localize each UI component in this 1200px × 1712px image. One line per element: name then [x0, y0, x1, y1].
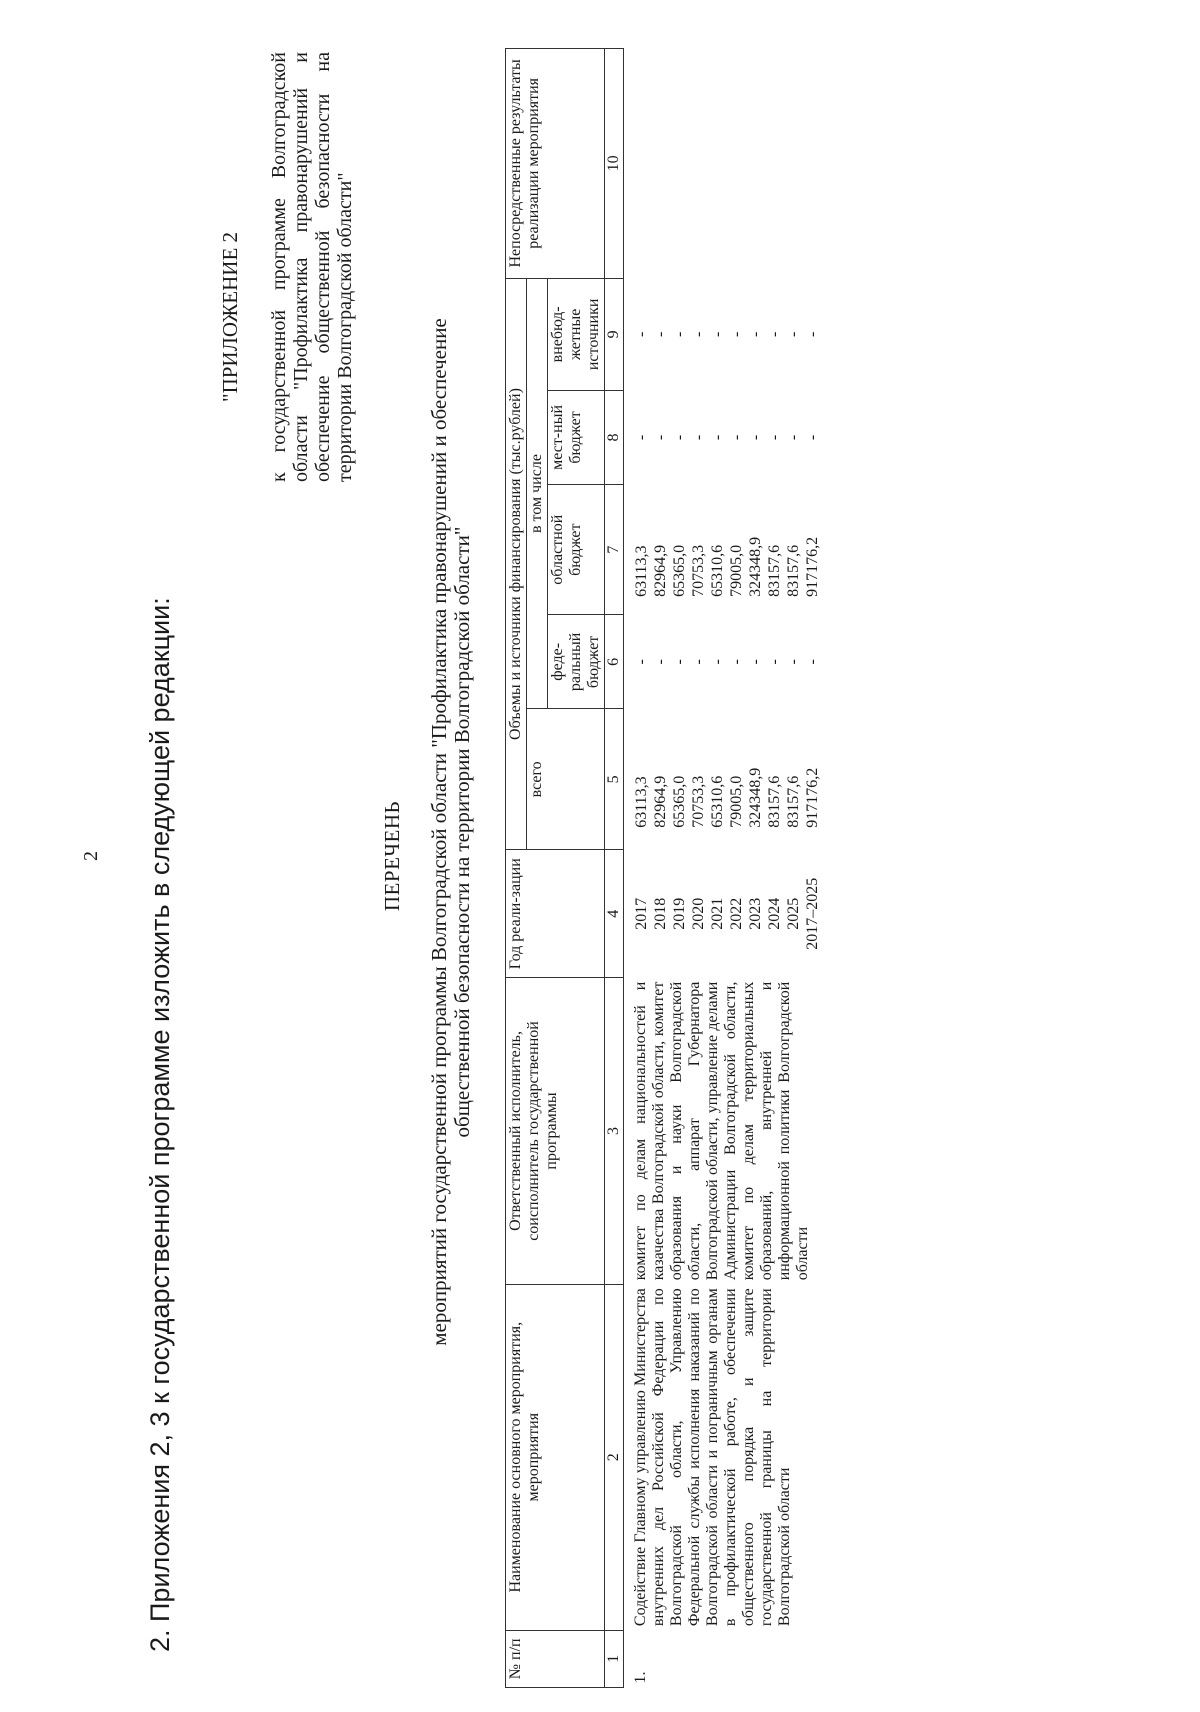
measure-executor: комитет по делам национальностей и казачества Волгоградской области, комитет образования и науки Волгоградской области, аппарат Губернатора Волгоградской области, управление делами Администрации Волгоградской области, комитет по делам территориальных образований, внутренней и информационной политики Волгоградской области	[632, 981, 811, 1281]
header-results: Непосредственные результаты реализации мероприятия	[506, 49, 605, 279]
year-value: 2022	[728, 897, 745, 930]
total-value: 65310,6	[709, 775, 726, 828]
year-value: 2019	[671, 897, 688, 930]
local-value: -	[690, 434, 707, 441]
local-value: -	[766, 434, 783, 441]
column-number: 5	[605, 709, 624, 850]
extra-value: -	[690, 331, 707, 338]
local-value: -	[747, 434, 764, 441]
local-cell	[624, 390, 824, 484]
row-number: 1.	[632, 1671, 649, 1684]
year-value: 2023	[747, 897, 764, 930]
column-number: 7	[605, 484, 624, 614]
federal-value: -	[652, 659, 669, 665]
regional-value: 63113,3	[633, 545, 650, 597]
total-value: 65365,0	[671, 775, 688, 828]
year-value: 2024	[766, 897, 783, 930]
column-number: 6	[605, 615, 624, 709]
total-value: 70753,3	[690, 775, 707, 828]
column-number: 8	[605, 390, 624, 484]
federal-value: -	[728, 659, 745, 665]
extra-value: -	[633, 331, 650, 338]
total-value: 79005,0	[728, 775, 745, 828]
total-value: 83157,6	[766, 775, 783, 828]
header-regional: областной бюджет	[548, 484, 605, 614]
header-financing: Объемы и источники финансирования (тыс.рублей)	[506, 278, 527, 850]
header-total: всего	[527, 709, 605, 850]
column-number-row	[605, 49, 624, 1688]
extra-value: -	[804, 331, 821, 338]
header-including: в том числе	[527, 278, 548, 709]
regional-value: 65365,0	[671, 544, 688, 597]
local-value: -	[785, 434, 802, 441]
regional-value: 82964,9	[652, 544, 669, 597]
regional-value: 83157,6	[766, 544, 783, 597]
page-number: 2	[80, 851, 102, 861]
total-value: 83157,6	[785, 775, 802, 828]
local-value: -	[671, 434, 688, 441]
list-subtitle: мероприятий государственной программы Волгоградской области "Профилактика правонарушений и обеспечение общественной безопасности на территории Волгоградской области"	[427, 318, 474, 1346]
federal-value: -	[785, 659, 802, 665]
measures-table-container	[505, 48, 823, 1688]
column-number: 4	[605, 850, 624, 978]
year-value: 2021	[709, 897, 726, 930]
years-cell	[624, 850, 824, 978]
header-executor: Ответственный исполнитель, соисполнитель государственной программы	[506, 978, 605, 1285]
year-value: 2018	[652, 897, 669, 930]
federal-value: -	[671, 659, 688, 665]
federal-cell	[624, 615, 824, 709]
federal-value: -	[804, 659, 821, 665]
year-value: 2017	[633, 897, 650, 930]
column-number: 2	[605, 1284, 624, 1630]
list-title: ПЕРЕЧЕНЬ	[380, 800, 404, 912]
header-num: № п/п	[506, 1630, 605, 1687]
federal-value: -	[633, 659, 650, 665]
column-number: 3	[605, 978, 624, 1285]
regional-cell	[624, 484, 824, 614]
total-value: 917176,2	[804, 767, 821, 828]
header-local: мест-ный бюджет	[548, 390, 605, 484]
local-value: -	[728, 434, 745, 441]
local-value: -	[804, 434, 821, 441]
regional-value: 70753,3	[690, 544, 707, 597]
local-value: -	[709, 434, 726, 441]
federal-value: -	[690, 659, 707, 665]
appendix-note: к государственной программе Волгоградской области "Профилактика правонарушений и обеспечение общественной безопасности на территории Волгоградской области"	[268, 52, 356, 482]
extra-value: -	[671, 331, 688, 338]
total-cell	[624, 709, 824, 850]
regional-value: 65310,6	[709, 544, 726, 597]
total-value: 63113,3	[633, 776, 650, 828]
extra-value: -	[766, 331, 783, 338]
measures-table	[505, 48, 823, 1688]
appendix-title: "ПРИЛОЖЕНИЕ 2	[218, 231, 242, 402]
header-federal: феде-ральный бюджет	[548, 615, 605, 709]
regional-value: 79005,0	[728, 544, 745, 597]
year-value: 2020	[690, 897, 707, 930]
column-number: 9	[605, 278, 624, 390]
extra-value: -	[709, 331, 726, 338]
local-value: -	[652, 434, 669, 441]
year-value: 2025	[785, 897, 802, 930]
measure-name: Содействие Главному управлению Министерства внутренних дел Российской Федерации по Волгоградской области, Управлению Федеральной службы исполнения наказаний по Волгоградской области и пограничным органам в профилактической работе, обеспечении общественного порядка и защите государственной границы на территории Волгоградской области	[632, 1288, 793, 1627]
total-value: 324348,9	[747, 767, 764, 828]
extra-value: -	[652, 331, 669, 338]
header-extra: внебюд-жетные источники	[548, 278, 605, 390]
header-name: Наименование основного мероприятия, мероприятия	[506, 1284, 605, 1630]
year-value: 2017–2025	[804, 877, 821, 950]
total-value: 82964,9	[652, 775, 669, 828]
federal-value: -	[747, 659, 764, 665]
regional-value: 917176,2	[804, 536, 821, 597]
column-number: 10	[605, 49, 624, 279]
extra-cell	[624, 278, 824, 390]
extra-value: -	[785, 331, 802, 338]
extra-value: -	[728, 331, 745, 338]
regional-value: 83157,6	[785, 544, 802, 597]
column-number: 1	[605, 1630, 624, 1687]
header-year: Год реали-зации	[506, 850, 605, 978]
regional-value: 324348,9	[747, 536, 764, 597]
federal-value: -	[766, 659, 783, 665]
local-value: -	[633, 434, 650, 441]
table-row	[624, 49, 824, 1688]
extra-value: -	[747, 331, 764, 338]
intro-paragraph: 2. Приложения 2, 3 к государственной программе изложить в следующей редакции:	[145, 597, 175, 1652]
results-cell	[624, 49, 824, 279]
federal-value: -	[709, 659, 726, 665]
